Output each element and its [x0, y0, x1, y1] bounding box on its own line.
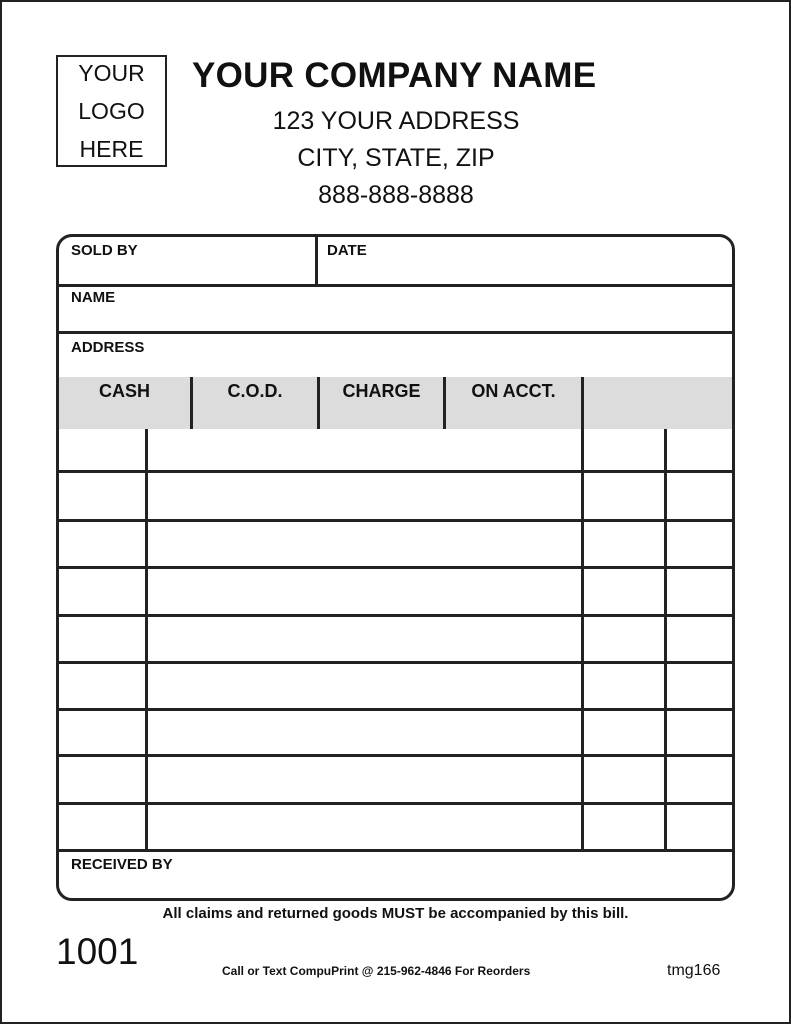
name-label: NAME: [71, 289, 116, 306]
company-phone: 888-888-8888: [318, 181, 474, 209]
logo-line-2: LOGO: [78, 98, 145, 124]
logo-line-1: YOUR: [78, 60, 145, 86]
line-item-divider: [59, 708, 732, 711]
sales-form: [56, 234, 735, 901]
grid-column-divider-price: [664, 429, 667, 851]
claims-notice: All claims and returned goods MUST be accompanied by this bill.: [162, 905, 629, 922]
payment-cash[interactable]: [59, 377, 190, 429]
line-item-divider: [59, 519, 732, 522]
form-number: 1001: [56, 931, 139, 972]
payment-on-account-label: ON ACCT.: [471, 381, 556, 401]
template-code: tmg166: [667, 962, 721, 979]
payment-on-account[interactable]: [446, 377, 581, 429]
company-name: YOUR COMPANY NAME: [192, 56, 597, 95]
row-divider-1: [59, 284, 732, 287]
payment-charge[interactable]: [320, 377, 443, 429]
line-item-divider: [59, 614, 732, 617]
line-item-divider: [59, 661, 732, 664]
line-item-divider: [59, 470, 732, 473]
payment-charge-label: CHARGE: [342, 381, 421, 401]
received-by-label: RECEIVED BY: [71, 856, 173, 873]
row-divider-2: [59, 331, 732, 334]
payment-cod-label: C.O.D.: [227, 381, 283, 401]
sold-by-label: SOLD BY: [71, 242, 138, 259]
logo-line-3: HERE: [79, 136, 144, 162]
logo-placeholder: [56, 55, 167, 167]
line-item-divider: [59, 754, 732, 757]
date-label: DATE: [327, 242, 367, 259]
payment-cash-label: CASH: [98, 381, 150, 401]
line-item-divider: [59, 802, 732, 805]
grid-column-divider-qty: [145, 429, 148, 851]
grid-bottom-border: [59, 849, 732, 852]
company-address-line1: 123 YOUR ADDRESS: [272, 107, 520, 135]
company-address-line2: CITY, STATE, ZIP: [297, 144, 495, 172]
address-label: ADDRESS: [71, 339, 145, 356]
sold-by-date-divider: [315, 237, 318, 285]
payment-cod[interactable]: [193, 377, 317, 429]
line-item-divider: [59, 566, 732, 569]
reorder-info: Call or Text CompuPrint @ 215-962-4846 For Reorders: [222, 964, 531, 978]
